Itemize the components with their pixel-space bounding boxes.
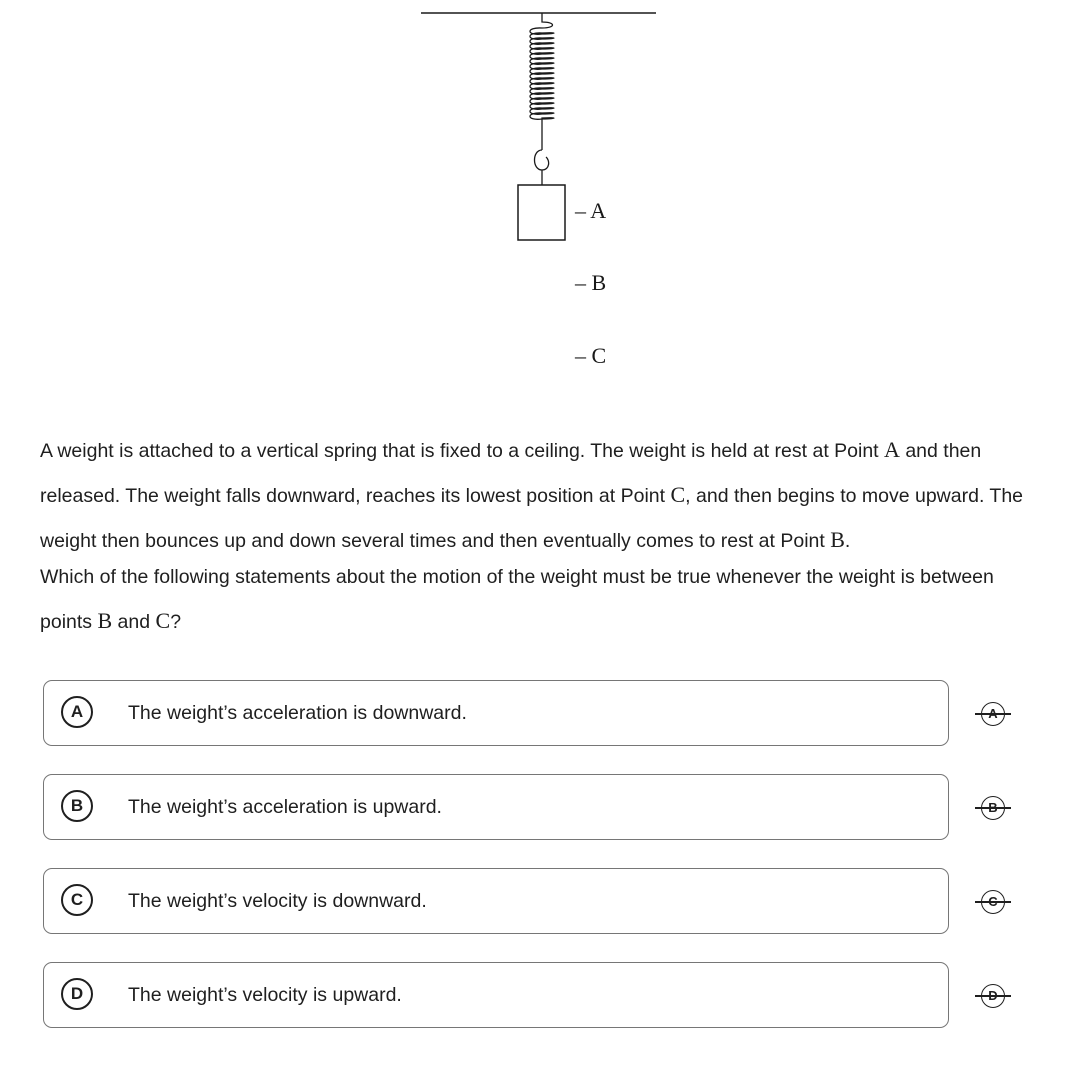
question-prompt: [40, 555, 1040, 644]
eliminate-choice-a-button[interactable]: [974, 699, 1012, 729]
choice-text: The weight’s velocity is downward.: [128, 890, 427, 912]
eliminate-choice-b-button[interactable]: [974, 793, 1012, 823]
choice-text: The weight’s acceleration is upward.: [128, 796, 442, 818]
point-b-label: B: [591, 270, 607, 295]
spring-diagram-svg: [400, 0, 680, 400]
answer-choice-d[interactable]: [43, 962, 949, 1028]
spring-diagram: [400, 0, 680, 400]
answer-choice-b[interactable]: [43, 774, 949, 840]
point-c-marker: – C: [575, 343, 607, 368]
question-text-part: and then released. The weight falls downward, reaches its lowest position at Point: [40, 440, 982, 507]
strikethrough-line: [975, 901, 1011, 903]
weight-block: [518, 185, 565, 240]
point-ref: A: [884, 437, 900, 462]
question-text-part: ?: [170, 611, 182, 633]
spring-coil: [530, 13, 554, 185]
strikethrough-line: [975, 713, 1011, 715]
point-ref: C: [155, 608, 171, 633]
strikethrough-line: [975, 995, 1011, 997]
point-b-marker: – B: [575, 270, 607, 295]
point-ref: B: [830, 527, 845, 552]
question-text: [40, 428, 1040, 563]
question-text-part: Which of the following statements about the motion of the weight must be true whenever the weight is between points: [40, 566, 994, 633]
answer-choice-c[interactable]: [43, 868, 949, 934]
point-ref: C: [670, 482, 686, 507]
strikethrough-line: [975, 807, 1011, 809]
point-c-label: C: [591, 343, 607, 368]
answer-choice-a[interactable]: [43, 680, 949, 746]
eliminate-choice-d-button[interactable]: [974, 981, 1012, 1011]
choice-letter-badge: D: [61, 978, 93, 1010]
question-stem: [40, 428, 1040, 644]
point-a-marker: – A: [575, 198, 607, 223]
choice-text: The weight’s velocity is upward.: [128, 984, 402, 1006]
question-text-part: , and then begins to move upward. The weight then bounces up and down several times and then eventually comes to rest at Point: [40, 485, 1024, 552]
choice-text: The weight’s acceleration is downward.: [128, 702, 467, 724]
choice-letter-badge: A: [61, 696, 93, 728]
choice-letter-badge: B: [61, 790, 93, 822]
question-text-part: and: [112, 611, 156, 633]
choice-letter-badge: C: [61, 884, 93, 916]
point-a-label: A: [590, 198, 607, 223]
question-text-part: A weight is attached to a vertical spring that is fixed to a ceiling. The weight is held at rest at Point: [40, 440, 885, 462]
eliminate-choice-c-button[interactable]: [974, 887, 1012, 917]
question-text-part: .: [844, 530, 851, 552]
point-ref: B: [97, 608, 113, 633]
